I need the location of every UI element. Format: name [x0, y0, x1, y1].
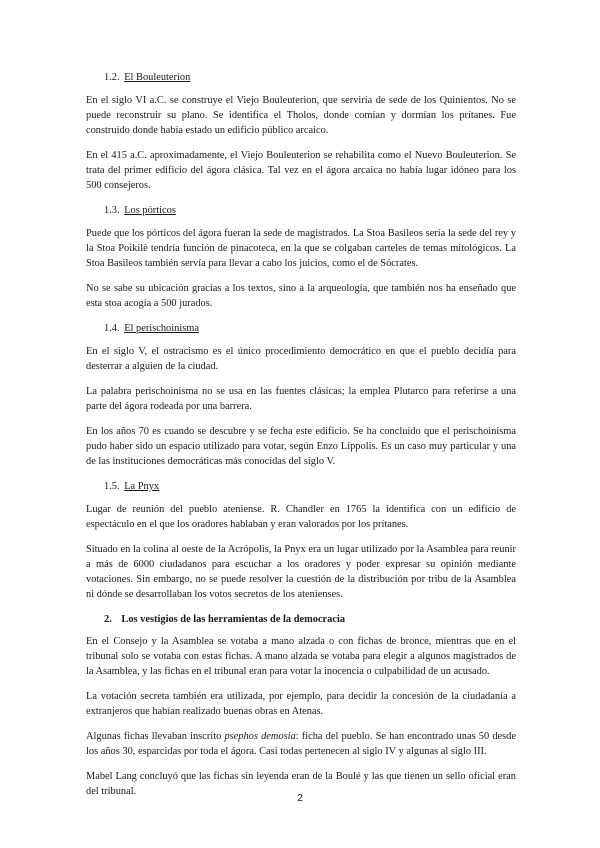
- subsection-heading-pnyx: [104, 479, 516, 494]
- section-title: Los vestigios de las herramientas de la democracia: [121, 614, 346, 625]
- paragraph: En el siglo VI a.C. se construye el Viejo Bouleuterion, que serviría de sede de los Quinientos. No se puede reconstruir su plano. Se identifica el Tholos, donde comían y dormían los prítanes. Fue construido donde había estado un edificio público arcaico.: [86, 95, 516, 136]
- subsection-title: La Pnyx: [124, 481, 160, 492]
- paragraph: Mabel Lang concluyó que las fichas sin leyenda eran de la Boulé y las que tienen un sello oficial eran del tribunal.: [86, 771, 516, 797]
- section-number: 2.: [104, 614, 112, 625]
- subsection-heading-perischoinisma: [104, 321, 516, 336]
- italic-term: psephos demosia: [224, 731, 296, 742]
- subsection-number: 1.4.: [104, 323, 120, 334]
- paragraph-text: : ficha del pueblo. Se han encontrado unas 50 desde los años 30, esparcidas por toda el ágora. Casi todas pertenecen al siglo IV y algunas al siglo III.: [86, 731, 516, 757]
- paragraph-text: Algunas fichas llevaban inscrito: [86, 731, 225, 742]
- paragraph: La palabra perischoinisma no se usa en las fuentes clásicas; la emplea Plutarco para referirse a una parte del ágora rodeada por una barrera.: [86, 386, 516, 412]
- paragraph: En el siglo V, el ostracismo es el único procedimiento democrático en que el pueblo decidía para desterrar a alguien de la ciudad.: [86, 346, 516, 372]
- paragraph: Lugar de reunión del pueblo ateniense. R. Chandler en 1765 la identifica con un edificio de espectáculo en el que los oradores hablaban y eran valorados por los prítanes.: [86, 504, 516, 530]
- subsection-number: 1.5.: [104, 481, 120, 492]
- paragraph: [86, 729, 516, 759]
- document-body: [86, 70, 516, 809]
- section-heading-vestigios: [104, 612, 516, 627]
- paragraph: En el 415 a.C. aproximadamente, el Viejo Bouleuterion se rehabilita como el Nuevo Bouleuterion. Se trata del primer edificio del ágora clásica. Tal vez en el ágora arcaica no había lugar idóneo para los 500 consejeros.: [86, 150, 516, 191]
- paragraph: En los años 70 es cuando se descubre y se fecha este edificio. Se ha concluido que el perischoinisma pudo haber sido un espacio utilizado para votar, según Enzo Lippolis. Es un caso muy particular y una de las instituciones democráticas más conocidas del siglo V.: [86, 426, 516, 467]
- paragraph: No se sabe su ubicación gracias a los textos, sino a la arqueología, que también nos ha enseñado que esta stoa acogía a 500 jurados.: [86, 283, 516, 309]
- subsection-number: 1.2.: [104, 72, 120, 83]
- subsection-title: Los pórticos: [124, 205, 176, 216]
- subsection-title: El perischoinisma: [124, 323, 199, 334]
- subsection-heading-porticos: [104, 203, 516, 218]
- subsection-title: El Bouleuterion: [124, 72, 191, 83]
- subsection-heading-bouleuterion: [104, 70, 516, 85]
- paragraph: En el Consejo y la Asamblea se votaba a mano alzada o con fichas de bronce, mientras que en el tribunal solo se votaba con estas fichas. A mano alzada se votaba para elegir a algunos magistrados de la Asamblea, y las fichas en el tribunal eran para votar la inocencia o culpabilidad de un acusado.: [86, 636, 516, 677]
- paragraph: Situado en la colina al oeste de la Acrópolis, la Pnyx era un lugar utilizado por la Asamblea para reunir a más de 6000 ciudadanos para escuchar a los oradores y poder expresar su opinión mediante votaciones. Sin embargo, no se puede resolver la cuestión de la distribución por tribu de la Asamblea ni dónde se desarrollaban los votos secretos de los atenienses.: [86, 544, 516, 600]
- subsection-number: 1.3.: [104, 205, 120, 216]
- paragraph: La votación secreta también era utilizada, por ejemplo, para decidir la concesión de la ciudadanía a extranjeros que habían realizado buenas obras en Atenas.: [86, 691, 516, 717]
- paragraph: Puede que los pórticos del ágora fueran la sede de magistrados. La Stoa Basileos sería la sede del rey y la Stoa Poikilè tendría función de pinacoteca, en la que se colgaban carteles de temas mitológicos. La Stoa Basileos también servía para llevar a cabo los juicios, como el de Sócrates.: [86, 228, 516, 269]
- page-number: 2: [297, 793, 303, 804]
